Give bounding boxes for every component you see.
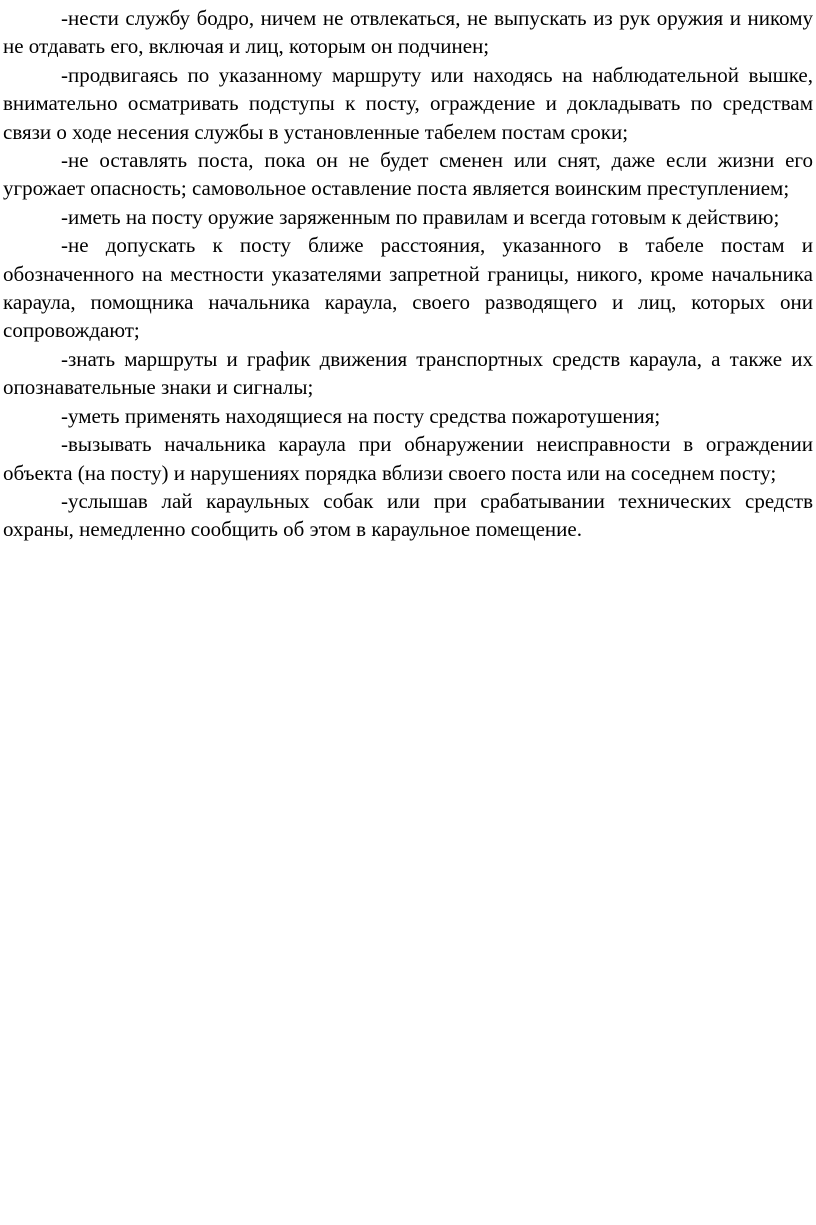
paragraph-9: -услышав лай караульных собак или при срабатывании технических средств охраны, немедленно сообщить об этом в караульное помещение. bbox=[3, 488, 813, 542]
paragraph-7: -уметь применять находящиеся на посту средства пожаротушения; bbox=[61, 403, 661, 428]
paragraph-4: -иметь на посту оружие заряженным по правилам и всегда готовым к действию; bbox=[61, 204, 780, 229]
paragraph-2: -продвигаясь по указанному маршруту или находясь на наблюдательной вышке, внимательно осматривать подступы к посту, ограждение и докладывать по средствам связи о ходе несения службы в установленные табелем постам сроки; bbox=[3, 62, 813, 144]
paragraph-8: -вызывать начальника караула при обнаружении неисправности в ограждении объекта (на посту) и нарушениях порядка вблизи своего поста или на соседнем посту; bbox=[3, 432, 813, 485]
paragraph-5: -не допускать к посту ближе расстояния, указанного в табеле постам и обозначенного на местности указателями запретной границы, никого, кроме начальника караула, помощника начальника караула, своего разводящего и лиц, которых они сопровождают; bbox=[3, 233, 813, 343]
paragraph-3: -не оставлять поста, пока он не будет сменен или снят, даже если жизни его угрожает опасность; самовольное оставление поста является воинским преступлением; bbox=[3, 148, 813, 201]
paragraph-1: -нести службу бодро, ничем не отвлекаться, не выпускать из рук оружия и никому не отдавать его, включая и лиц, которым он подчинен; bbox=[3, 6, 813, 59]
paragraph-6: -знать маршруты и график движения транспортных средств караула, а также их опознавательные знаки и сигналы; bbox=[3, 346, 813, 400]
